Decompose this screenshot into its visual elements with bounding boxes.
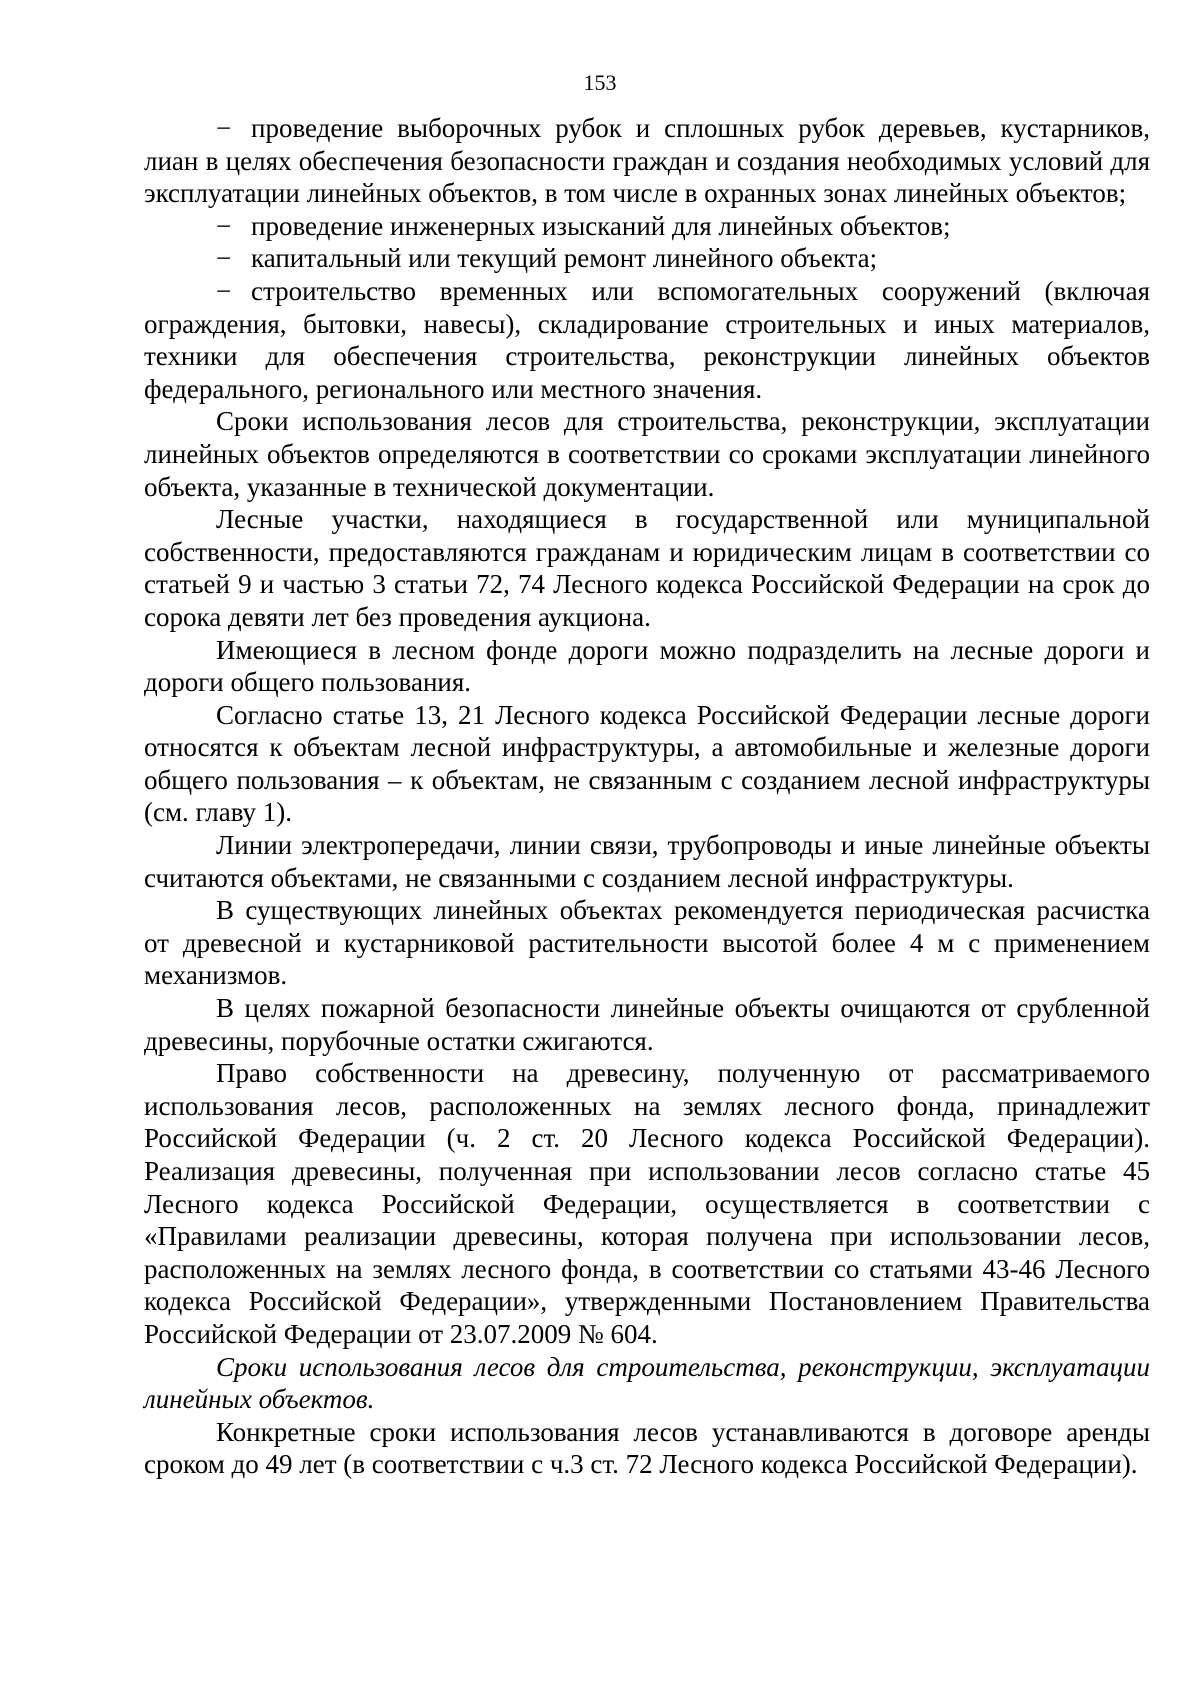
body-text: [144, 112, 1150, 1481]
paragraph: Имеющиеся в лесном фонде дороги можно подразделить на лесные дороги и дороги общего пользования.: [144, 634, 1150, 698]
paragraph: В целях пожарной безопасности линейные объекты очищаются от срубленной древесины, порубочные остатки сжигаются.: [144, 993, 1150, 1056]
list-item-dash: [144, 242, 1150, 275]
dash-bullet: −: [216, 113, 232, 143]
list-item-text: проведение инженерных изысканий для линейных объектов;: [251, 210, 951, 241]
paragraph: Лесные участки, находящиеся в государственной или муниципальной собственности, предоставляются гражданам и юридическим лицам в соответствии со статьей 9 и частью 3 статьи 72, 74 Лесного кодекса Российской Федерации на срок до сорока девяти лет без проведения аукциона.: [144, 504, 1150, 632]
dash-bullet: −: [216, 210, 232, 241]
list-item-text: строительство временных или вспомогательных сооружений (включая ограждения, бытовки, навесы), складирование строительных и иных материалов, техники для обеспечения строительства, реконструкции линейных объектов федерального, регионального или местного значения.: [144, 275, 1150, 404]
list-item-text: капитальный или текущий ремонт линейного объекта;: [251, 243, 878, 274]
list-item-text: проведение выборочных рубок и сплошных рубок деревьев, кустарников, лиан в целях обеспечения безопасности граждан и создания необходимых условий для эксплуатации линейных объектов, в том числе в охранных зонах линейных объектов;: [144, 113, 1150, 209]
paragraph: Сроки использования лесов для строительства, реконструкции, эксплуатации линейных объектов определяются в соответствии со сроками эксплуатации линейного объекта, указанные в технической документации.: [144, 406, 1150, 502]
paragraph: В существующих линейных объектах рекомендуется периодическая расчистка от древесной и кустарниковой растительности высотой более 4 м с применением механизмов.: [144, 895, 1150, 991]
paragraph: Конкретные сроки использования лесов устанавливаются в договоре аренды сроком до 49 лет (в соответствии с ч.3 ст. 72 Лесного кодекса Российской Федерации).: [144, 1416, 1150, 1480]
paragraph: Право собственности на древесину, полученную от рассматриваемого использования лесов, расположенных на землях лесного фонда, принадлежит Российской Федерации (ч. 2 ст. 20 Лесного кодекса Российской Федерации). Реализация древесины, полученная при использовании лесов согласно статье 45 Лесного кодекса Российской Федерации, осуществляется в соответствии с «Правилами реализации древесины, которая получена при использовании лесов, расположенных на землях лесного фонда, в соответствии со статьями 43-46 Лесного кодекса Российской Федерации», утвержденными Постановлением Правительства Российской Федерации от 23.07.2009 № 604.: [144, 1058, 1150, 1349]
dash-bullet: −: [216, 243, 232, 274]
paragraph: Линии электропередачи, линии связи, трубопроводы и иные линейные объекты считаются объектами, не связанными с созданием лесной инфраструктуры.: [144, 830, 1150, 893]
list-item-dash: [144, 275, 1150, 405]
dash-bullet: −: [216, 275, 232, 306]
page-number: 153: [583, 70, 617, 95]
list-item-dash: [144, 112, 1150, 210]
italic-subheading: Сроки использования лесов для строительства, реконструкции, эксплуатации линейных объектов.: [144, 1351, 1150, 1415]
paragraph: Согласно статье 13, 21 Лесного кодекса Российской Федерации лесные дороги относятся к объектам лесной инфраструктуры, а автомобильные и железные дороги общего пользования – к объектам, не связанным с созданием лесной инфраструктуры (см. главу 1).: [144, 699, 1150, 828]
list-item-dash: [144, 210, 1150, 243]
